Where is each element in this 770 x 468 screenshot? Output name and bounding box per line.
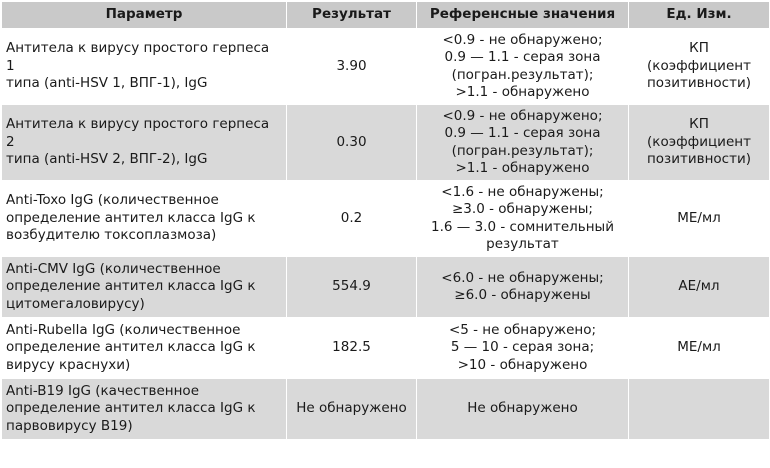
table-row	[2, 318, 770, 379]
row-result: 0.30	[336, 133, 367, 150]
row-reference: Не обнаружено	[467, 400, 578, 417]
table-row	[2, 379, 770, 440]
row-parameter: Anti-B19 IgG (качественное определение антител класса IgG к парвовирусу B19)	[6, 382, 256, 434]
row-result: 0.2	[340, 209, 363, 226]
row-parameter: Антитела к вирусу простого герпеса 1 типа (anti-HSV 1, ВПГ-1), IgG	[6, 40, 270, 92]
row-result: 554.9	[332, 278, 371, 295]
header-reference: Референсные значения	[417, 2, 629, 29]
header-parameter: Параметр	[2, 2, 287, 29]
row-reference: <0.9 - не обнаружено; 0.9 — 1.1 - серая зона (погран.результат); >1.1 - обнаружено	[442, 107, 603, 176]
row-parameter: Антитела к вирусу простого герпеса 2 типа (anti-HSV 2, ВПГ-2), IgG	[6, 116, 270, 168]
row-reference: <0.9 - не обнаружено; 0.9 — 1.1 - серая зона (погран.результат); >1.1 - обнаружено	[442, 31, 603, 100]
table-row	[2, 257, 770, 318]
row-reference: <6.0 - не обнаружены; ≥6.0 - обнаружены	[441, 269, 604, 303]
row-reference: <1.6 - не обнаружены; ≥3.0 - обнаружены; 1.6 — 3.0 - сомнительный результат	[431, 183, 614, 252]
row-parameter: Anti-CMV IgG (количественное определение антител класса IgG к цитомегаловирусу)	[6, 260, 256, 312]
table-row	[2, 105, 770, 181]
table-row	[2, 29, 770, 105]
row-reference: <5 - не обнаружено; 5 — 10 - серая зона; >10 - обнаружено	[448, 321, 597, 373]
row-result: Не обнаружено	[296, 400, 407, 417]
row-unit: КП (коэффициент позитивности)	[646, 40, 752, 92]
header-unit: Ед. Изм.	[629, 2, 770, 29]
row-result: 182.5	[332, 339, 371, 356]
lab-results-table	[1, 1, 770, 440]
row-result: 3.90	[336, 57, 367, 74]
row-parameter: Anti-Toxo IgG (количественное определение антител класса IgG к возбудителю токсоплазмоза)	[6, 192, 256, 244]
table-header-row	[2, 2, 770, 29]
row-unit: КП (коэффициент позитивности)	[646, 116, 752, 168]
header-result: Результат	[287, 2, 417, 29]
row-unit: МЕ/мл	[677, 209, 721, 226]
row-parameter: Anti-Rubella IgG (количественное определение антител класса IgG к вирусу краснухи)	[6, 321, 256, 373]
row-unit: МЕ/мл	[677, 339, 721, 356]
table-row	[2, 181, 770, 257]
row-unit: АЕ/мл	[678, 278, 720, 295]
